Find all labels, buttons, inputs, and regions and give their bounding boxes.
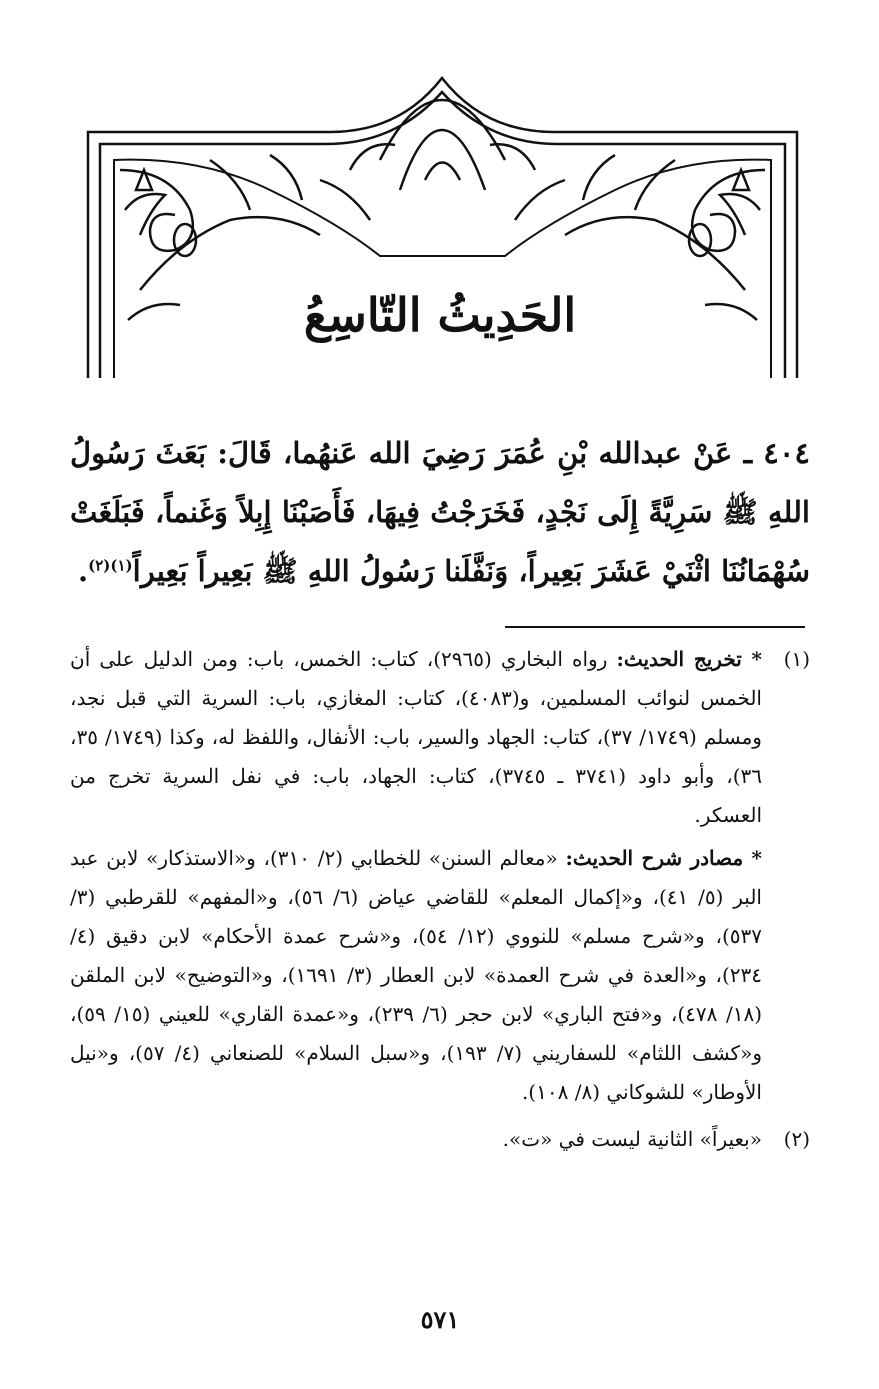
footnote-separator — [505, 626, 805, 628]
footnote-text: «معالم السنن» للخطابي (٢/ ٣١٠)، و«الاستذكار» لابن عبد البر (٥/ ٤١)، و«إكمال المعلم» للقاضي عياض (٦/ ٥٦)، و«المفهم» للقرطبي (٣/ ٥٣٧)، و«شرح مسلم» للنووي (١٢/ ٥٤)، و«شرح عمدة الأحكام» لابن دقيق (٤/ ٢٣٤)، و«العدة في شرح العمدة» لابن العطار (٣/ ١٦٩١)، و«التوضيح» لابن الملقن (١٨/ ٤٧٨)، و«فتح الباري» لابن حجر (٦/ ٢٣٩)، و«عمدة القاري» للعيني (١٥/ ٥٩)، و«كشف اللثام» للسفاريني (٧/ ١٩٣)، و«سبل السلام» للصنعاني (٤/ ٥٧)، و«نيل الأوطار» للشوكاني (٨/ ١٠٨). — [70, 846, 762, 1104]
footnote-paragraph — [70, 1120, 762, 1159]
footnote-1 — [70, 640, 810, 1112]
footnote-paragraph-takhrij — [70, 640, 762, 835]
footnote-number: (١) — [783, 647, 810, 671]
footnotes — [70, 640, 810, 1159]
footnote-text: رواه البخاري (٢٩٦٥)، كتاب: الخمس، باب: ومن الدليل على أن الخمس لنوائب المسلمين، و(٤٠٨٣)، كتاب: المغازي، باب: السرية التي قبل نجد، ومسلم (١٧٤٩/ ٣٧)، كتاب: الجهاد والسير، باب: الأنفال، واللفظ له، وكذا (١٧٤٩/ ٣٥، ٣٦)، وأبو داود (٣٧٤١ ـ ٣٧٤٥)، كتاب: الجهاد، باب: في نفل السرية تخرج من العسكر. — [70, 647, 763, 827]
hadith-end-mark: . — [77, 554, 89, 588]
footnote-text: «بعيراً» الثانية ليست في «ت». — [502, 1127, 762, 1151]
hadith-text: ٤٠٤ ـ عَنْ عبدالله بْنِ عُمَرَ رَضِيَ الله عَنهُما، قَالَ: بَعَثَ رَسُولُ اللهِ ﷺ سَرِيَّةً إِلَى نَجْدٍ، فَخَرَجْتُ فِيهَا، فَأَصَبْنَا إِبِلاً وَغَنماً، فَبَلَغَتْ سُهْمَانُنَا اثْنَيْ عَشَرَ بَعِيراً، وَنَفَّلَنا رَسُولُ اللهِ ﷺ بَعِيراً بَعِيراً — [70, 436, 810, 588]
footnote-2 — [70, 1120, 810, 1159]
footnote-lead: * مصادر شرح الحديث: — [565, 846, 762, 870]
hadith-text-block — [70, 424, 810, 601]
footnote-paragraph-sources — [70, 839, 762, 1112]
footnote-reference: (١)(٢) — [88, 556, 133, 575]
hadith-title: الحَدِيثُ التّاسِعُ — [303, 288, 577, 342]
footnote-lead: * تخريج الحديث: — [616, 647, 762, 671]
footnote-number: (٢) — [783, 1127, 810, 1151]
page-number: ٥٧١ — [420, 1305, 460, 1334]
